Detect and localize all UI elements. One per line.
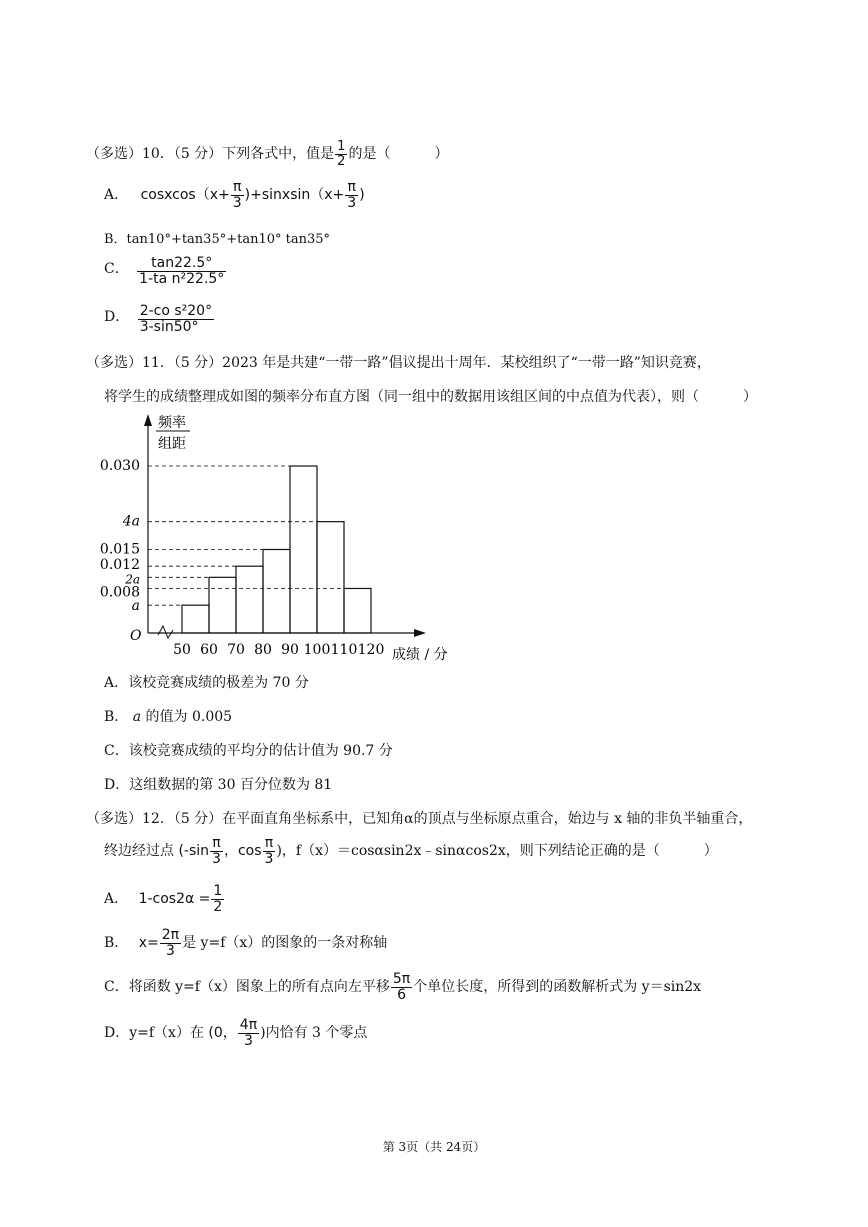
fraction-numerator: 5π xyxy=(392,971,411,987)
y-label-top: 频率 xyxy=(158,415,186,431)
q12-option-c xyxy=(104,972,701,1002)
x-tick-label: 120 xyxy=(357,642,385,658)
fraction-denominator: 6 xyxy=(397,986,407,1003)
option-label: A． xyxy=(104,187,129,204)
q10-stem-close: ） xyxy=(434,146,449,163)
q10-d-fraction xyxy=(138,304,214,334)
histogram-bar xyxy=(317,522,344,633)
histogram-bar xyxy=(236,566,263,633)
fraction-numerator: 4π xyxy=(239,1017,258,1033)
q12-stem-close: ） xyxy=(703,843,718,860)
q10-a-part1: cosxcos（x+ xyxy=(140,187,230,204)
q12-b-text: 是 y=f（x）的图象的一条对称轴 xyxy=(182,935,388,952)
q11-stem-line2 xyxy=(104,386,757,406)
q11-stem-line2-text: 将学生的成绩整理成如图的频率分布直方图（同一组中的数据用该组区间的中点值为代表），则（ xyxy=(104,389,699,405)
q12-d-interval: (0， xyxy=(208,1025,237,1042)
q12-point-part: ，cos xyxy=(223,843,262,860)
option-label: C． xyxy=(104,261,129,278)
histogram-chart xyxy=(90,408,470,666)
fraction-numerator: 2π xyxy=(161,927,180,943)
q12-point-part: (-sin xyxy=(178,843,210,860)
q10-a-fraction1 xyxy=(231,180,244,210)
fraction-numerator: 1 xyxy=(213,883,223,899)
x-tick-label: 60 xyxy=(200,642,218,658)
q10-half-fraction xyxy=(335,140,347,168)
histogram-bar xyxy=(182,605,209,633)
fraction-numerator: π xyxy=(231,180,244,196)
q10-stem-suffix: 的是（ xyxy=(348,146,391,163)
q11-stem-line1: （多选）11．（5 分）2023 年是共建“一带一路”倡议提出十周年．某校组织了“一带一路”知识竞赛， xyxy=(86,355,711,371)
y-tick-label: 0.012 xyxy=(99,557,140,574)
y-tick-label: 0.008 xyxy=(99,584,140,601)
x-tick-label: 80 xyxy=(254,642,272,658)
histogram-bar xyxy=(263,550,290,634)
option-label: A． xyxy=(104,891,129,908)
x-axis-label: 成绩 / 分 xyxy=(392,647,448,663)
option-label: B． xyxy=(104,935,129,952)
q10-option-c xyxy=(104,256,227,286)
y-tick-label: 4a xyxy=(122,513,140,530)
q12-stem-text: )，f（x）＝cosαsin2x﹣sinαcos2x，则下列结论正确的是（ xyxy=(276,843,660,860)
q12-c-text: 个单位长度，所得到的函数解析式为 y＝sin2x xyxy=(413,979,702,996)
x-tick-label: 90 xyxy=(281,642,299,658)
y-tick-label: 0.030 xyxy=(99,458,140,474)
histogram-bar xyxy=(344,588,371,633)
q10-stem-prefix: （多选）10．（5 分）下列各式中，值是 xyxy=(86,146,335,163)
q12-stem-line2 xyxy=(104,836,718,866)
y-axis-arrow xyxy=(144,414,152,426)
q10-c-fraction xyxy=(137,256,226,286)
page-footer: 第 3页（共 24页） xyxy=(382,1140,486,1154)
q11-option-a: A．该校竞赛成绩的极差为 70 分 xyxy=(104,675,309,691)
q12-stem-text: 终边经过点 xyxy=(104,843,174,860)
q10-a-part3: ) xyxy=(359,187,365,204)
fraction-denominator: 1-ta n²22.5° xyxy=(139,270,225,287)
x-tick-label: 70 xyxy=(227,642,245,658)
y-tick-label: 2a xyxy=(125,572,140,587)
q10-a-part2: )+sinxsin（x+ xyxy=(244,187,345,204)
x-axis-arrow xyxy=(414,629,426,637)
q12-c-text: C．将函数 y=f（x）图象上的所有点向左平移 xyxy=(104,979,390,996)
q12-option-a xyxy=(104,884,225,914)
fraction-denominator: 3 xyxy=(264,850,274,867)
histogram-bar xyxy=(290,466,317,633)
y-label-bottom: 组距 xyxy=(158,436,186,452)
fraction-denominator: 3-sin50° xyxy=(139,318,199,335)
fraction-denominator: 2 xyxy=(337,153,346,169)
fraction-denominator: 3 xyxy=(165,942,175,959)
q10-option-d xyxy=(104,304,215,334)
fraction-numerator: tan22.5° xyxy=(137,256,226,272)
q12-d-text: D．y=f（x）在 xyxy=(104,1025,204,1042)
q11-b-text: 的值为 0.005 xyxy=(141,709,233,725)
histogram-bar xyxy=(209,577,236,633)
q10-a-fraction2 xyxy=(345,180,358,210)
q12-stem-line1: （多选）12．（5 分）在平面直角坐标系中，已知角α的顶点与坐标原点重合，始边与 x 轴的非负半轴重合， xyxy=(86,811,753,827)
fraction-denominator: 2 xyxy=(213,898,223,915)
variable-a: a xyxy=(132,709,142,725)
q11-option-d: D．这组数据的第 30 百分位数为 81 xyxy=(104,777,333,793)
fraction-denominator: 3 xyxy=(232,194,242,211)
x-tick-label: 50 xyxy=(173,642,191,658)
fraction-denominator: 3 xyxy=(212,850,221,867)
axis-break xyxy=(158,626,173,638)
option-label: B． xyxy=(104,709,129,725)
fraction-denominator: 3 xyxy=(347,194,357,211)
x-tick-label: 110 xyxy=(330,642,358,658)
q12-b-fraction xyxy=(160,928,181,958)
q12-a-fraction xyxy=(211,884,224,914)
x-tick-label: 100 xyxy=(303,642,331,658)
q12-b-x: x= xyxy=(138,935,159,952)
y-tick-label: a xyxy=(131,598,140,615)
fraction-numerator: π xyxy=(210,836,223,852)
q12-d-text: )内恰有 3 个零点 xyxy=(260,1025,368,1042)
option-label: D． xyxy=(104,309,130,326)
y-tick-label: 0.015 xyxy=(99,541,140,558)
q11-stem-close: ） xyxy=(743,389,757,405)
q10-option-b: B．tan10°+tan35°+tan10° tan35° xyxy=(104,232,331,247)
q12-option-d xyxy=(104,1018,367,1048)
q12-c-fraction xyxy=(391,972,412,1002)
q12-pi-over-3-b xyxy=(263,836,276,866)
q12-pi-over-3-a xyxy=(210,836,223,866)
q11-option-c: C．该校竞赛成绩的平均分的估计值为 90.7 分 xyxy=(104,743,393,759)
q12-d-fraction xyxy=(238,1018,259,1048)
fraction-numerator: 1 xyxy=(337,139,346,154)
q10-option-a xyxy=(104,180,365,210)
fraction-denominator: 3 xyxy=(243,1032,253,1049)
q10-stem xyxy=(86,140,448,168)
q12-a-expr: 1-cos2α = xyxy=(138,891,211,908)
origin-label: O xyxy=(130,628,142,644)
fraction-numerator: π xyxy=(345,180,358,196)
fraction-numerator: 2-co s²20° xyxy=(139,303,213,319)
q12-option-b xyxy=(104,928,387,958)
q11-option-b xyxy=(104,706,232,726)
fraction-numerator: π xyxy=(263,836,276,852)
